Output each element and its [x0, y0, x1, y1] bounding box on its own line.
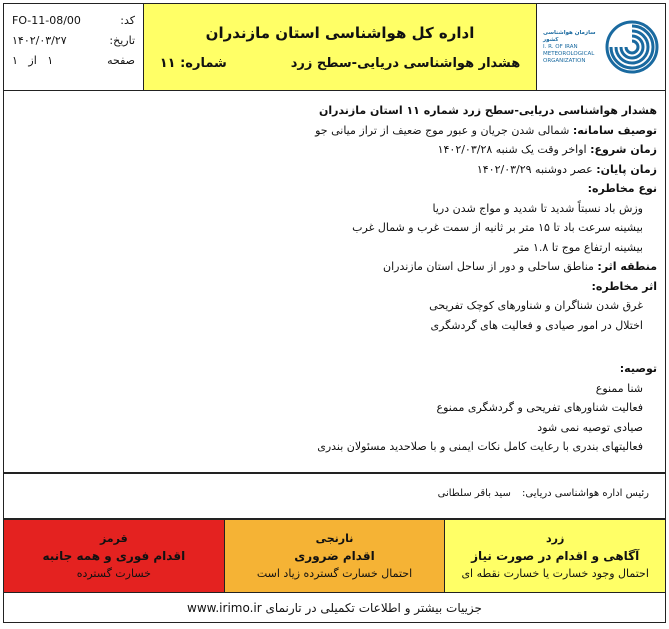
level-name: نارنجی	[315, 532, 354, 545]
area-value: مناطق ساحلی و دور از ساحل استان مازندران	[383, 260, 594, 273]
advice-label: توصیه:	[619, 362, 657, 375]
level-red	[4, 520, 224, 592]
warning-document	[3, 3, 666, 623]
warning-number: شماره: ۱۱	[159, 55, 227, 71]
hazard-label: نوع مخاطره:	[587, 182, 657, 195]
level-orange	[224, 520, 445, 592]
advice-item: شنا ممنوع	[595, 381, 643, 395]
code-label: کد:	[120, 13, 135, 27]
page-number: ۱	[47, 53, 54, 67]
page-of: از	[28, 53, 37, 67]
footer-text: جزییات بیشتر و اطلاعات تکمیلی در تارنمای	[265, 601, 482, 615]
level-yellow	[444, 520, 665, 592]
body-heading: هشدار هواشناسی دریایی-سطح زرد شماره ۱۱ استان مازندران	[318, 104, 657, 117]
area-label: منطقه اثر:	[597, 260, 657, 273]
level-desc: احتمال خسارت گسترده زیاد است	[256, 567, 413, 580]
irimo-logo	[537, 4, 665, 90]
signature-role: رئیس اداره هواشناسی دریایی:	[522, 488, 649, 499]
end-label: زمان پایان:	[596, 162, 657, 176]
document-codes	[4, 4, 144, 90]
impact-item: اختلال در امور صیادی و فعالیت های گردشگری	[430, 318, 643, 332]
warning-body	[3, 91, 666, 473]
footer-note	[3, 593, 666, 623]
document-header	[3, 3, 666, 91]
logo-text: سازمان هواشناسی کشور I. R. OF IRAN METEOROLOGICAL ORGANIZATION	[543, 29, 596, 64]
spiral-logo-icon	[605, 20, 659, 74]
impact-item: غرق شدن شناگران و شناورهای کوچک تفریحی	[429, 299, 643, 312]
org-title: اداره کل هواشناسی استان مازندران	[205, 23, 475, 42]
hazard-item: بیشینه ارتفاع موج تا ۱.۸ متر	[514, 240, 643, 254]
hazard-item: بیشینه سرعت باد تا ۱۵ متر بر ثانیه از سمت غرب و شمال غرب	[352, 221, 643, 234]
hazard-item: وزش باد نسبتاً شدید تا شدید و مواج شدن دریا	[432, 201, 643, 215]
signature-box	[3, 473, 666, 519]
start-label: زمان شروع:	[590, 143, 657, 156]
date-value: ۱۴۰۲/۰۳/۲۷	[12, 33, 67, 47]
warning-levels	[3, 519, 666, 593]
warning-title: هشدار هواشناسی دریایی-سطح زرد	[290, 55, 521, 71]
signature-name: سید باقر سلطانی	[437, 488, 511, 499]
header-title-box	[144, 4, 537, 90]
page-total: ۱	[12, 53, 18, 67]
level-action: اقدام فوری و همه جانبه	[42, 549, 186, 563]
advice-item: فعالیت شناورهای تفریحی و گردشگری ممنوع	[436, 401, 643, 414]
date-label: تاریخ:	[109, 33, 135, 47]
level-name: زرد	[546, 532, 565, 545]
level-desc: احتمال وجود خسارت یا خسارت نقطه ای	[461, 567, 649, 580]
level-action: آگاهی و اقدام در صورت نیاز	[471, 549, 640, 563]
level-name: قرمز	[99, 532, 128, 545]
system-label: توصیف سامانه:	[572, 123, 657, 137]
level-action: اقدام ضروری	[294, 549, 375, 563]
page-label: صفحه	[107, 53, 135, 67]
end-value: عصر دوشنبه ۱۴۰۲/۰۳/۲۹	[476, 162, 593, 176]
level-desc: خسارت گسترده	[76, 567, 151, 580]
advice-item: فعالیتهای بندری با رعایت کامل نکات ایمنی و با صلاحدید مسئولان بندری	[317, 440, 643, 453]
system-value: شمالی شدن جریان و عبور موج ضعیف از تراز میانی جو	[315, 123, 570, 137]
impact-label: اثر مخاطره:	[591, 279, 657, 293]
advice-item: صیادی توصیه نمی شود	[537, 420, 643, 434]
code-value: FO-11-08/00	[12, 13, 81, 27]
start-value: اواخر وقت یک شنبه ۱۴۰۲/۰۳/۲۸	[437, 143, 587, 156]
footer-link[interactable]: www.irimo.ir	[187, 601, 262, 615]
